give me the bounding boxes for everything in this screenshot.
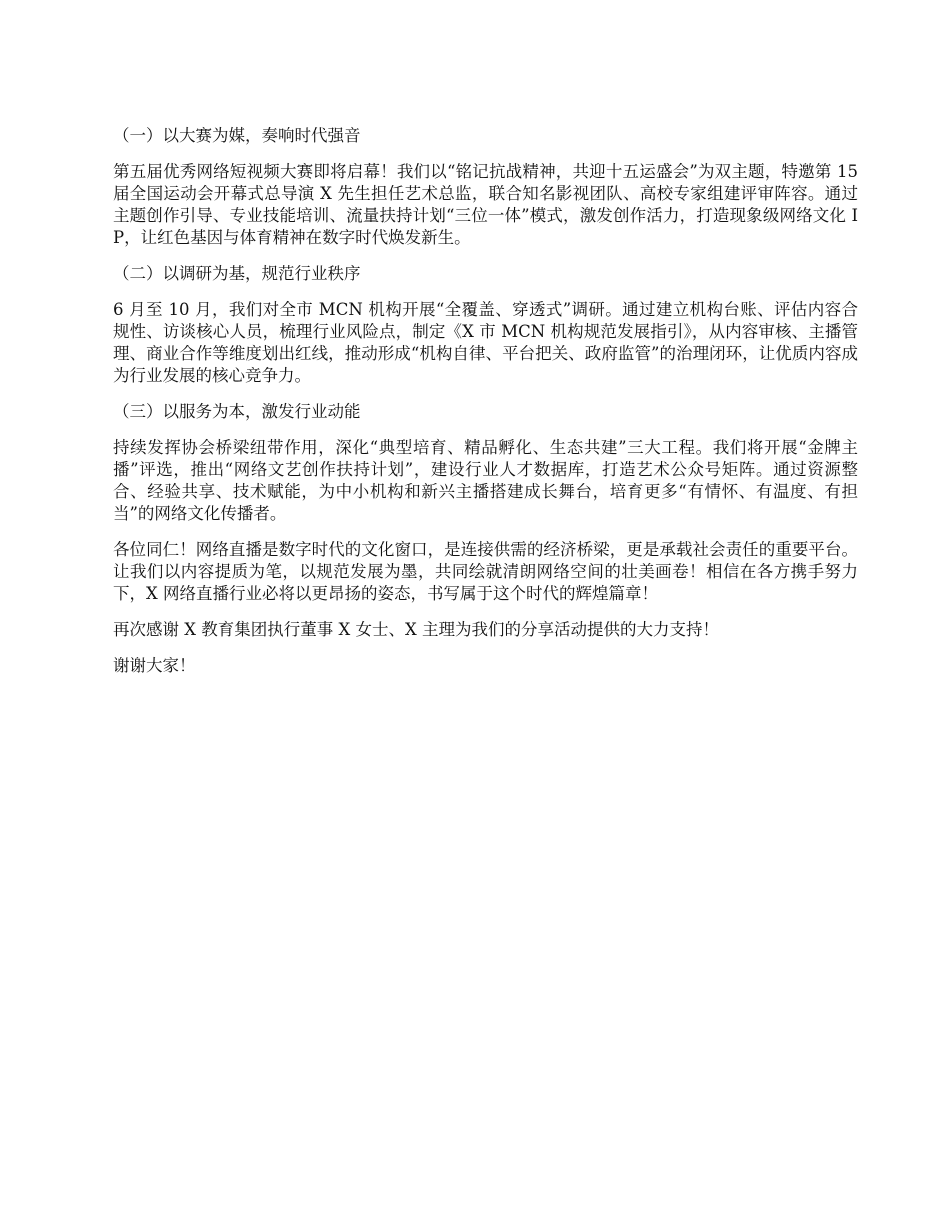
document-body [113, 125, 858, 691]
thanks-paragraph: 再次感谢 X 教育集团执行董事 X 女士、X 主理为我们的分享活动提供的大力支持！ [113, 620, 719, 639]
section-paragraph-1: 第五届优秀网络短视频大赛即将启幕！我们以“铭记抗战精神，共迎十五运盛会”为双主题，特邀第 15 届全国运动会开幕式总导演 X 先生担任艺术总监，联合知名影视团队、高校专家组建评审阵容。通过主题创作引导、专业技能培训、流量扶持计划“三位一体”模式，激发创作活力，打造现象级网络文化 IP，让红色基因与体育精神在数字时代焕发新生。 [113, 162, 858, 247]
closing-paragraph: 各位同仁！网络直播是数字时代的文化窗口，是连接供需的经济桥梁，更是承载社会责任的重要平台。让我们以内容提质为笔，以规范发展为墨，共同绘就清朗网络空间的壮美画卷！相信在各方携手努力下，X 网络直播行业必将以更昂扬的姿态，书写属于这个时代的辉煌篇章！ [113, 540, 858, 603]
section-heading-2: （二）以调研为基，规范行业秩序 [113, 264, 361, 283]
section-heading-1: （一）以大赛为媒，奏响时代强音 [113, 126, 361, 145]
section-paragraph-3: 持续发挥协会桥梁纽带作用，深化“典型培育、精品孵化、生态共建”三大工程。我们将开展“金牌主播”评选，推出“网络文艺创作扶持计划”，建设行业人才数据库，打造艺术公众号矩阵。通过资源整合、经验共享、技术赋能，为中小机构和新兴主播搭建成长舞台，培育更多“有情怀、有温度、有担当”的网络文化传播者。 [113, 438, 858, 523]
section-heading-3: （三）以服务为本，激发行业动能 [113, 402, 361, 421]
section-paragraph-2: 6 月至 10 月，我们对全市 MCN 机构开展“全覆盖、穿透式”调研。通过建立机构台账、评估内容合规性、访谈核心人员，梳理行业风险点，制定《X 市 MCN 机构规范发展指引》，从内容审核、主播管理、商业合作等维度划出红线，推动形成“机构自律、平台把关、政府监管”的治理闭环，让优质内容成为行业发展的核心竞争力。 [113, 300, 858, 385]
farewell-paragraph: 谢谢大家！ [113, 656, 196, 675]
